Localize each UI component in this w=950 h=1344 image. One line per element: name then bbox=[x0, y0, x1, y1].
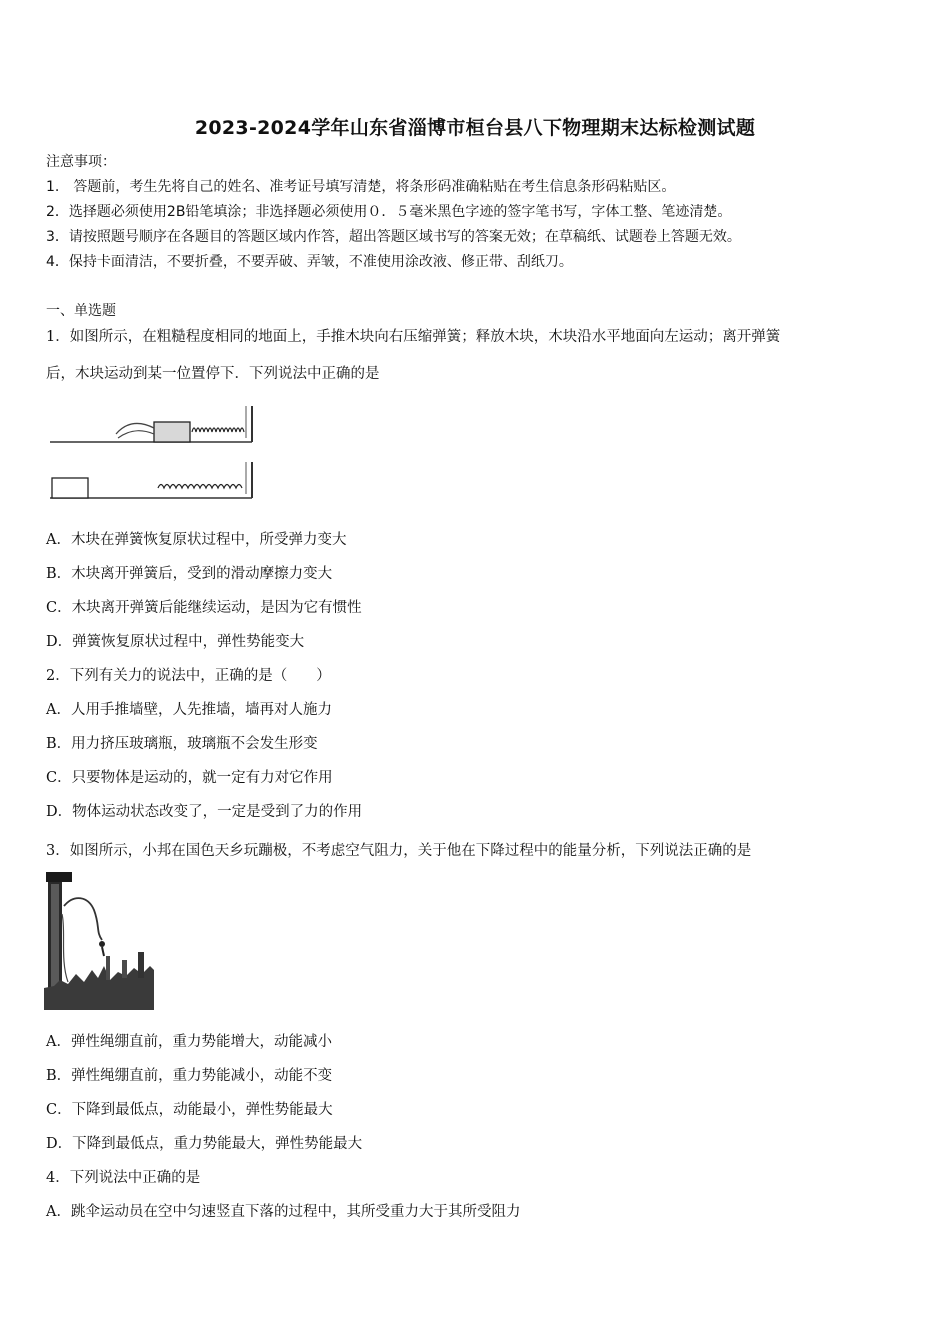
question-2-stem: 2．下列有关力的说法中，正确的是（ ） bbox=[46, 668, 331, 684]
option-b: B．弹性绳绷直前，重力势能减小，动能不变 bbox=[46, 1068, 333, 1084]
option-d: D．弹簧恢复原状过程中，弹性势能变大 bbox=[46, 634, 305, 650]
question-1-stem: 1．如图所示，在粗糙程度相同的地面上，手推木块向右压缩弹簧；释放木块，木块沿水平地面向左运动；离开弹簧 bbox=[46, 329, 781, 345]
option-a: A．木块在弹簧恢复原状过程中，所受弹力变大 bbox=[46, 532, 347, 548]
notice-item: 3．请按照题号顺序在各题目的答题区域内作答，超出答题区域书写的答案无效；在草稿纸、试题卷上答题无效。 bbox=[46, 229, 741, 245]
question-1-stem-cont: 后，木块运动到某一位置停下．下列说法中正确的是 bbox=[46, 366, 380, 382]
bungee-jump-photo bbox=[44, 870, 154, 1010]
notice-item: 4．保持卡面清洁，不要折叠，不要弄破、弄皱，不准使用涂改液、修正带、刮纸刀。 bbox=[46, 254, 573, 270]
option-a: A．人用手推墙壁，人先推墙，墙再对人施力 bbox=[46, 702, 332, 718]
question-4-stem: 4．下列说法中正确的是 bbox=[46, 1170, 201, 1186]
section-heading: 一、单选题 bbox=[46, 303, 116, 319]
question-3-stem: 3．如图所示，小邦在国色天乡玩蹦极，不考虑空气阻力，关于他在下降过程中的能量分析，下列说法正确的是 bbox=[46, 843, 752, 859]
option-b: B．用力挤压玻璃瓶，玻璃瓶不会发生形变 bbox=[46, 736, 318, 752]
notice-item: 2．选择题必须使用2B铅笔填涂；非选择题必须使用０．５毫米黑色字迹的签字笔书写，字体工整、笔迹清楚。 bbox=[46, 204, 732, 220]
option-c: C．只要物体是运动的，就一定有力对它作用 bbox=[46, 770, 333, 786]
option-c: C．下降到最低点，动能最小，弹性势能最大 bbox=[46, 1102, 333, 1118]
notice-heading: 注意事项： bbox=[46, 154, 116, 170]
option-c: C．木块离开弹簧后能继续运动，是因为它有惯性 bbox=[46, 600, 362, 616]
spring-block-figure bbox=[46, 398, 258, 506]
option-d: D．下降到最低点，重力势能最大，弹性势能最大 bbox=[46, 1136, 363, 1152]
option-d: D．物体运动状态改变了，一定是受到了力的作用 bbox=[46, 804, 363, 820]
option-b: B．木块离开弹簧后，受到的滑动摩擦力变大 bbox=[46, 566, 333, 582]
option-a: A．跳伞运动员在空中匀速竖直下落的过程中，其所受重力大于其所受阻力 bbox=[46, 1204, 521, 1220]
notice-item: 1. 答题前，考生先将自己的姓名、准考证号填写清楚，将条形码准确粘贴在考生信息条形码粘贴区。 bbox=[46, 179, 676, 195]
page-title: 2023-2024学年山东省淄博市桓台县八下物理期末达标检测试题 bbox=[194, 117, 756, 139]
option-a: A．弹性绳绷直前，重力势能增大，动能减小 bbox=[46, 1034, 332, 1050]
